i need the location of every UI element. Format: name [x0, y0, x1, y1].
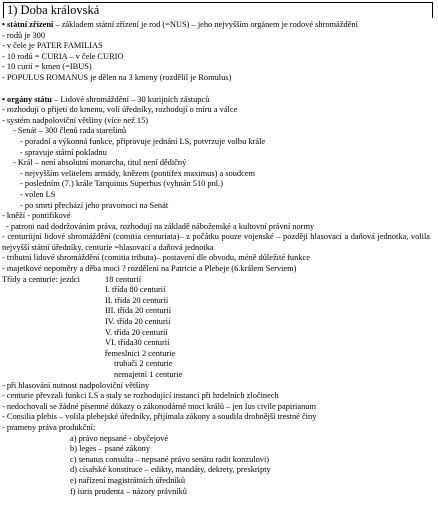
text-line: - po smrti přechází jeho pravomoci na Senát	[20, 200, 169, 210]
text-line: - prameny práva produkční:	[2, 422, 96, 432]
section-heading-rest: – Lidové shromáždění – 30 kurijních zástupců	[51, 94, 210, 104]
section-heading-bold: státní zřízení	[7, 20, 54, 29]
text-line: - majetkové nepoměry a děba moci ? rozdělení na Patricie a Plebeje (6.králem Serviem)	[2, 264, 297, 274]
class-row: VI. třída30 centurií	[105, 338, 170, 348]
source-item: f) iuris prudenta – názory právníků	[70, 486, 187, 496]
text-line: - 10 curií = kmen (=IBUS)	[2, 62, 92, 72]
class-row: I. třída 80 centurií	[105, 285, 166, 295]
text-line: - rozhodují o přijetí do kmenu, volí úředníky, rozhodují o míru a válce	[2, 105, 238, 115]
text-line: - POPULUS ROMANUS je dělen na 3 kmeny (rozdělil je Romulus)	[2, 72, 232, 82]
text-line: - volen LS	[20, 189, 56, 199]
source-item: b) leges – psané zákony	[70, 444, 151, 454]
page-title: 1) Doba královská	[3, 2, 433, 18]
class-row: V. třída 20 centurií	[105, 327, 168, 337]
source-item: c) senatus consulta – nepsané právo senátu radit konzulovi)	[70, 454, 270, 464]
source-item: e) nařízení magistrátních úředníků	[70, 475, 186, 485]
text-line: - při hlasování nutnost nadpoloviční většiny	[2, 380, 150, 390]
section-heading-bold: orgány státu	[7, 94, 52, 104]
text-line: - 10 rodů = CURIA – v čele CURIO	[2, 51, 124, 61]
text-line: - kněží - pontifikové	[2, 211, 71, 221]
text-line: - rodů je 300	[2, 30, 46, 40]
class-row: IV. třída 20 centurií	[105, 317, 171, 327]
class-row: III. třída 20 centurií	[105, 306, 172, 316]
text-line: - centurie převzali funkci LS a staly se rozhodující instancí při hrdelních zločinech	[2, 391, 279, 401]
text-line: - systém nadpoloviční většiny (více než 15)	[2, 115, 149, 125]
text-line: - posledním (7.) krále Tarquinus Superbus (vyhnán 510 pnl.)	[20, 179, 224, 189]
class-row: II. třída 20 centurií	[105, 295, 169, 305]
text-line: - Senát – 300 členů rada starešinů	[13, 126, 127, 136]
class-row: řemeslníci 2 centurie	[105, 348, 176, 358]
text-line: - poradní a výkonná funkce, připravuje jednání LS, potvrzuje volbu krále	[20, 136, 266, 146]
text-line: - tributní lidové shromáždění (comitia tributa)– postavení dle obvodu, méně důležité funkce	[2, 253, 310, 263]
class-row: trubači 2 centurie	[114, 359, 173, 369]
section-heading-organs: • orgány státu – Lidové shromáždění – 30 kurijních zástupců	[2, 94, 210, 104]
text-paragraph: - centuriijní lidové shromáždění (comitia centuriata)– z počátku pouze vojenské – později hlasovací a daňová jednotka, volila nejvyšší státní úředníky, centurie =hlasovací a daňová jednotka	[2, 232, 430, 252]
text-line: - Král – není absolutní monarcha, titul není dědičný	[13, 158, 187, 168]
classes-table-header	[2, 275, 436, 286]
classes-value: 18 centurií	[105, 274, 142, 284]
document-page	[0, 2, 438, 525]
text-line: - nedochovali se žádné písemné důkazy o zákonodárné moci králů – jen Ius civile papirianum	[2, 401, 316, 411]
text-line: - patroni nad dodržováním práva, rozhodují na základě náboženské a kultovní právní normy	[6, 221, 315, 231]
source-item: d) císařské konstituce – edikty, mandáty, dekrety, preskripty	[70, 465, 271, 475]
text-line: - spravuje státní pokladnu	[20, 147, 107, 157]
class-row: nemajetní 1 centurie	[114, 370, 183, 379]
classes-label: Třídy a centurie: jezdci	[2, 274, 80, 284]
text-line: - Consilia plebis – volila plebejské úředníky, přijímala zákony a soudila drobnější trestné činy	[2, 412, 317, 422]
text-line: - nejvyšším velitelem armády, knězem (pontifex maximus) a soudcem	[20, 168, 256, 178]
section-heading-rest: – základem státní zřízení je rod (=NUS) – jeho nejvyšším orgánem je rodové shromáždění	[53, 20, 358, 29]
section-heading-state: • státní zřízení – základem státní zřízení je rod (=NUS) – jeho nejvyšším orgánem je rodové shromáždění	[2, 20, 358, 29]
source-item: a) právo nepsané - obyčejové	[70, 433, 169, 443]
text-line: - v čele je PATER FAMILIAS	[2, 41, 103, 51]
